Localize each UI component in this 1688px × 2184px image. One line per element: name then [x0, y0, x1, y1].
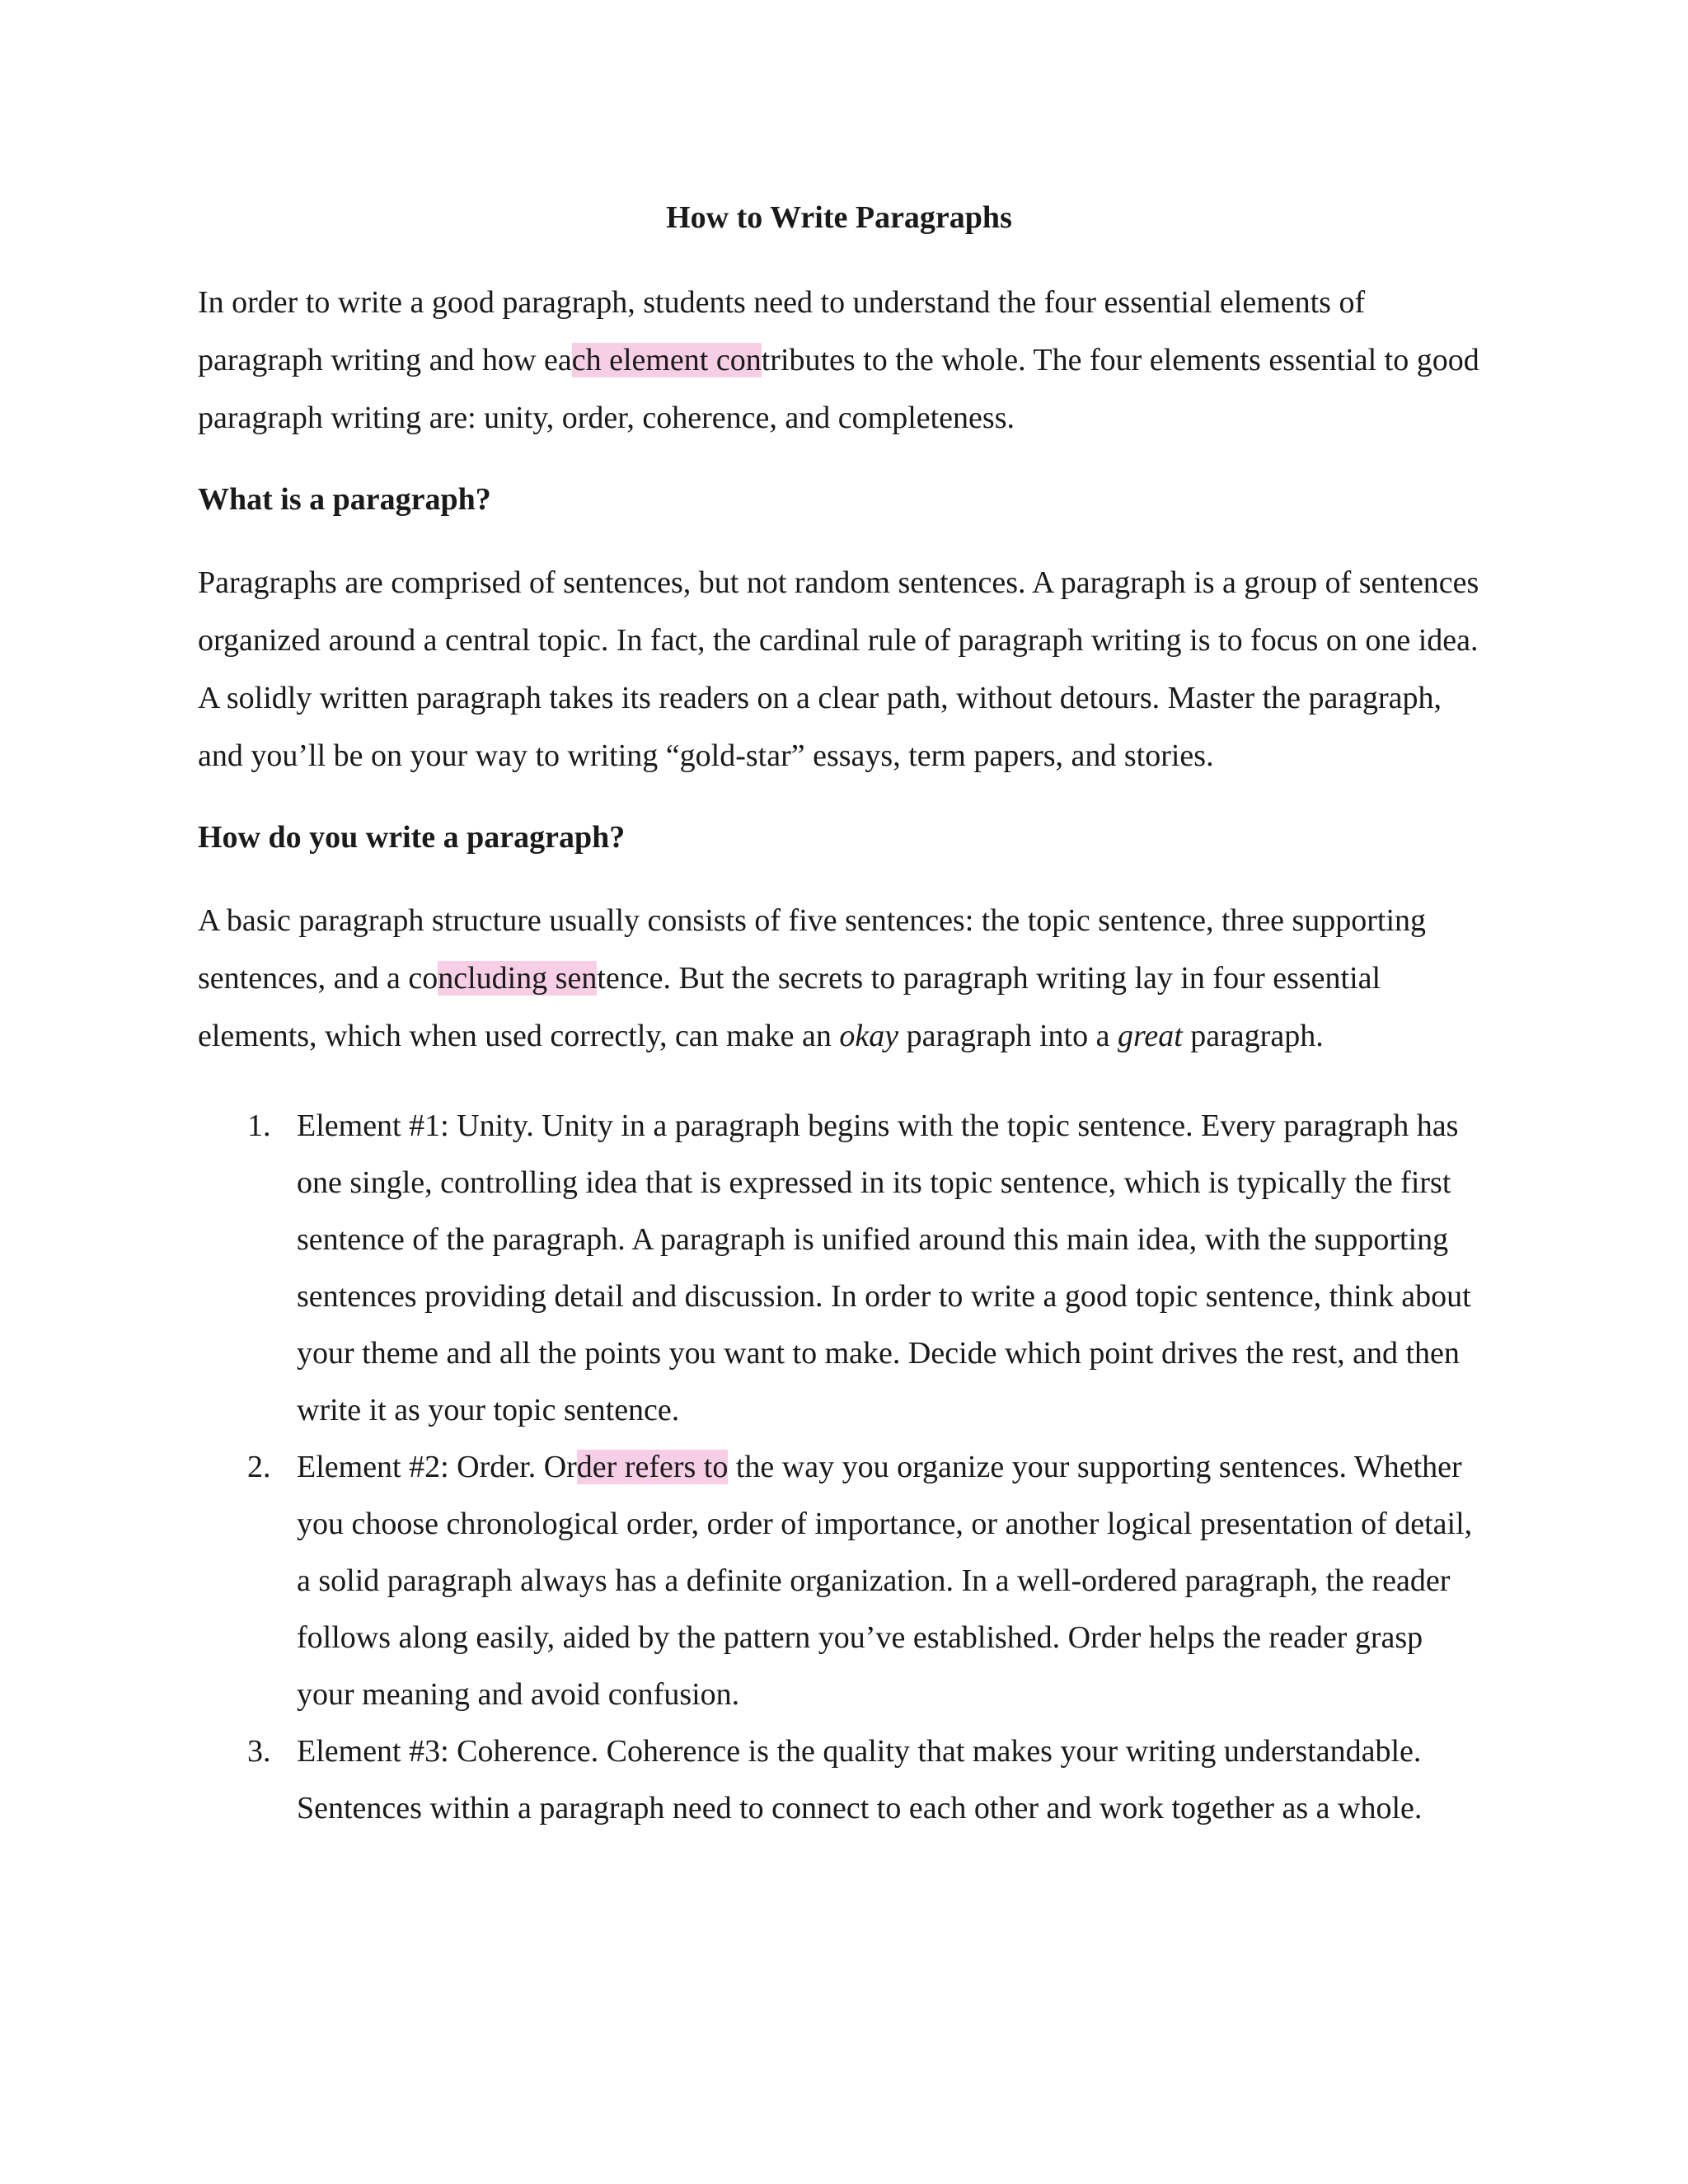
section-heading-what: What is a paragraph? — [198, 482, 491, 517]
list-number: 3. — [247, 1734, 271, 1769]
intro-text-1: In order to write a good paragraph, students need to understand the four essential elements of paragraph writing and how ea — [198, 285, 1366, 377]
list-item-text: Element #3: Coherence. Coherence is the quality that makes your writing understandable. Sentences within a paragraph need to connect to each other and work together as a whole. — [297, 1734, 1423, 1825]
document-title: How to Write Paragraphs — [666, 200, 1012, 235]
section-body-how — [198, 892, 1480, 1065]
how-text-3: paragraph into a — [898, 1019, 1118, 1053]
list-item-text-post: the way you organize your supporting sentences. Whether you choose chronological order, order of importance, or another logical presentation of detail, a solid paragraph always has a definite organization. In a well-ordered paragraph, the reader follows along easily, aided by the pattern you’ve established. Order helps the reader grasp your meaning and avoid confusion. — [297, 1450, 1473, 1712]
list-item — [198, 1723, 1480, 1837]
how-text-4: paragraph. — [1182, 1019, 1324, 1053]
intro-highlight: ch element con — [571, 343, 762, 377]
list-item-text-pre: Element #2: Order. Or — [297, 1450, 577, 1484]
how-text-1: A basic paragraph structure usually consists of five sentences: the topic sentence, three supporting sentences, and a co — [198, 903, 1426, 996]
list-item-text: Element #1: Unity. Unity in a paragraph begins with the topic sentence. Every paragraph has one single, controlling idea that is expressed in its topic sentence, which is typically the first sentence of the paragraph. A paragraph is unified around this main idea, with the supporting sentences providing detail and discussion. In order to write a good topic sentence, think about your theme and all the points you want to make. Decide which point drives the rest, and then write it as your topic sentence. — [297, 1108, 1471, 1427]
how-text-2: tence. But the secrets to paragraph writing lay in four essential elements, which when used correctly, can make an — [198, 961, 1381, 1053]
list-item-highlight: der refers to — [576, 1450, 729, 1484]
section-body-what: Paragraphs are comprised of sentences, but not random sentences. A paragraph is a group of sentences organized around a central topic. In fact, the cardinal rule of paragraph writing is to focus on one idea. A solidly written paragraph takes its readers on a clear path, without detours. Master the paragraph, and you’ll be on your way to writing “gold-star” essays, term papers, and stories. — [198, 565, 1479, 773]
great-emphasis: great — [1117, 1019, 1183, 1053]
okay-emphasis: okay — [839, 1019, 899, 1053]
list-item — [198, 1098, 1480, 1439]
elements-list — [198, 1098, 1480, 1837]
list-number: 2. — [247, 1450, 271, 1484]
list-item — [198, 1439, 1480, 1723]
intro-text-2: tributes to the whole. The four elements essential to good paragraph writing are: unity, order, coherence, and completeness. — [198, 343, 1479, 435]
list-number: 1. — [247, 1108, 271, 1143]
intro-paragraph — [198, 274, 1480, 447]
how-highlight: ncluding sen — [438, 961, 598, 996]
section-heading-how: How do you write a paragraph? — [198, 820, 626, 855]
